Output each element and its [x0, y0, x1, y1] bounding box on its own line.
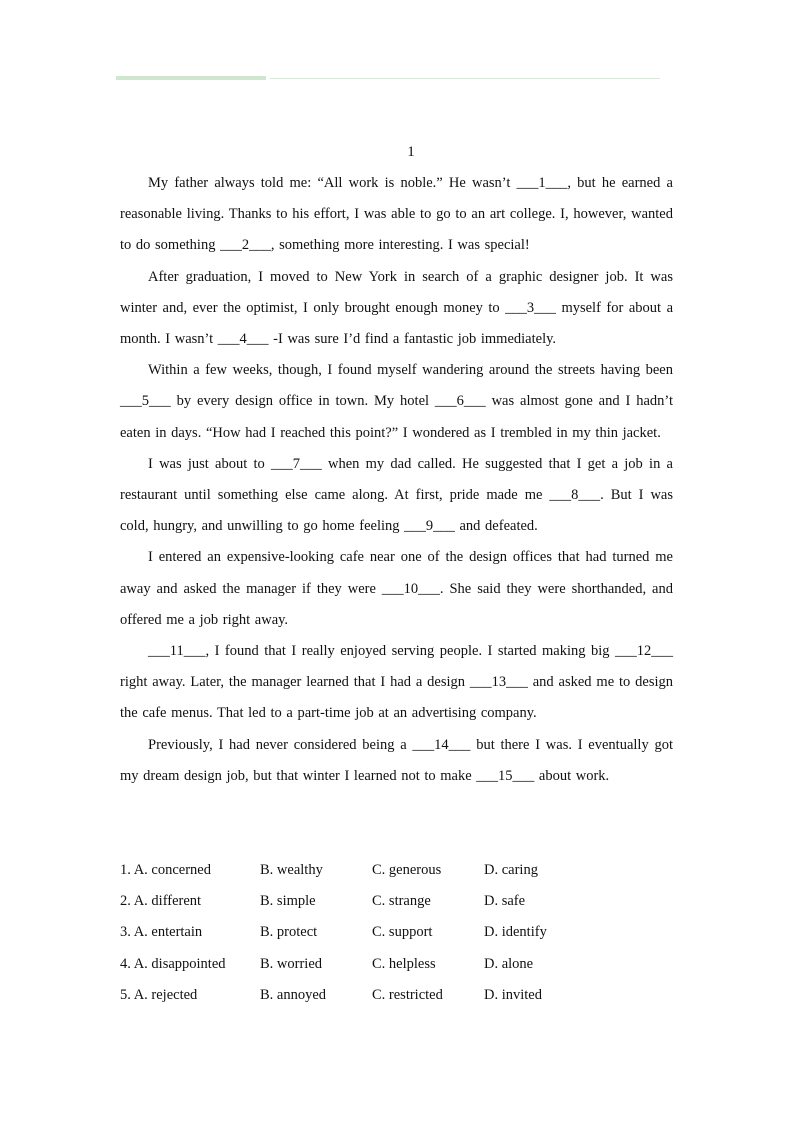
- passage-paragraph: ___11___, I found that I really enjoyed serving people. I started making big ___12___ right away. Later, the manager learned that I had a design ___13___ and asked me to design the cafe menus. That led to a part-time job at an advertising company.: [120, 643, 673, 722]
- question-row: [120, 917, 673, 948]
- page-number: 1: [407, 144, 415, 160]
- question-row: [120, 886, 673, 917]
- option-b: B. wealthy: [260, 862, 323, 878]
- question-row: [120, 949, 673, 980]
- passage-paragraph: I entered an expensive-looking cafe near one of the design offices that had turned me away and asked the manager if they were ___10___. She said they were shorthanded, and offered me a job right away.: [120, 549, 673, 628]
- option-d: D. safe: [484, 893, 526, 910]
- option-c: C. support: [372, 924, 433, 941]
- option-b: B. protect: [260, 924, 318, 941]
- header-rule: [116, 75, 660, 81]
- header-accent-bar: [116, 76, 266, 80]
- option-c: C. helpless: [372, 955, 436, 972]
- question-row: [120, 980, 673, 1011]
- option-b: B. worried: [260, 955, 323, 972]
- passage-paragraph: I was just about to ___7___ when my dad called. He suggested that I get a job in a restaurant until something else came along. At first, pride made me ___8___. But I was cold, hungry, and unwilling to go home feeling ___9___ and defeated.: [120, 455, 673, 535]
- option-b: B. simple: [260, 893, 316, 910]
- passage-paragraph: Previously, I had never considered being a ___14___ but there I was. I eventually got my dream design job, but that winter I learned not to make ___15___ about work.: [120, 736, 673, 784]
- passage-paragraph: After graduation, I moved to New York in search of a graphic designer job. It was winter and, ever the optimist, I only brought enough money to ___3___ myself for about a month. I wasn’t ___4___ -I was sure I’d find a fantastic job immediately.: [120, 268, 673, 348]
- option-d: D. caring: [484, 862, 538, 878]
- question-row: [120, 855, 673, 886]
- passage-paragraph: Within a few weeks, though, I found myself wandering around the streets having been ___5___ by every design office in town. My hotel ___6___ was almost gone and I hadn’t eaten in days. “How had I reached this point?” I wondered as I trembled in my thin jacket.: [120, 362, 673, 441]
- option-a: 5. A. rejected: [120, 986, 198, 1003]
- option-a: 3. A. entertain: [120, 924, 203, 941]
- option-d: D. identify: [484, 924, 547, 941]
- passage-paragraph: My father always told me: “All work is noble.” He wasn’t ___1___, but he earned a reasonable living. Thanks to his effort, I was able to go to an art college. I, however, wanted to do something ___2___, something more interesting. I was special!: [120, 175, 673, 254]
- option-c: C. strange: [372, 893, 431, 910]
- option-c: C. generous: [372, 862, 442, 878]
- option-d: D. alone: [484, 955, 534, 972]
- option-a: 1. A. concerned: [120, 862, 211, 878]
- option-d: D. invited: [484, 986, 542, 1003]
- option-a: 4. A. disappointed: [120, 955, 226, 972]
- option-b: B. annoyed: [260, 986, 327, 1003]
- cloze-passage: [120, 168, 673, 792]
- option-c: C. restricted: [372, 986, 443, 1003]
- option-a: 2. A. different: [120, 893, 202, 910]
- header-divider-line: [270, 78, 660, 79]
- answer-options: [120, 855, 673, 1011]
